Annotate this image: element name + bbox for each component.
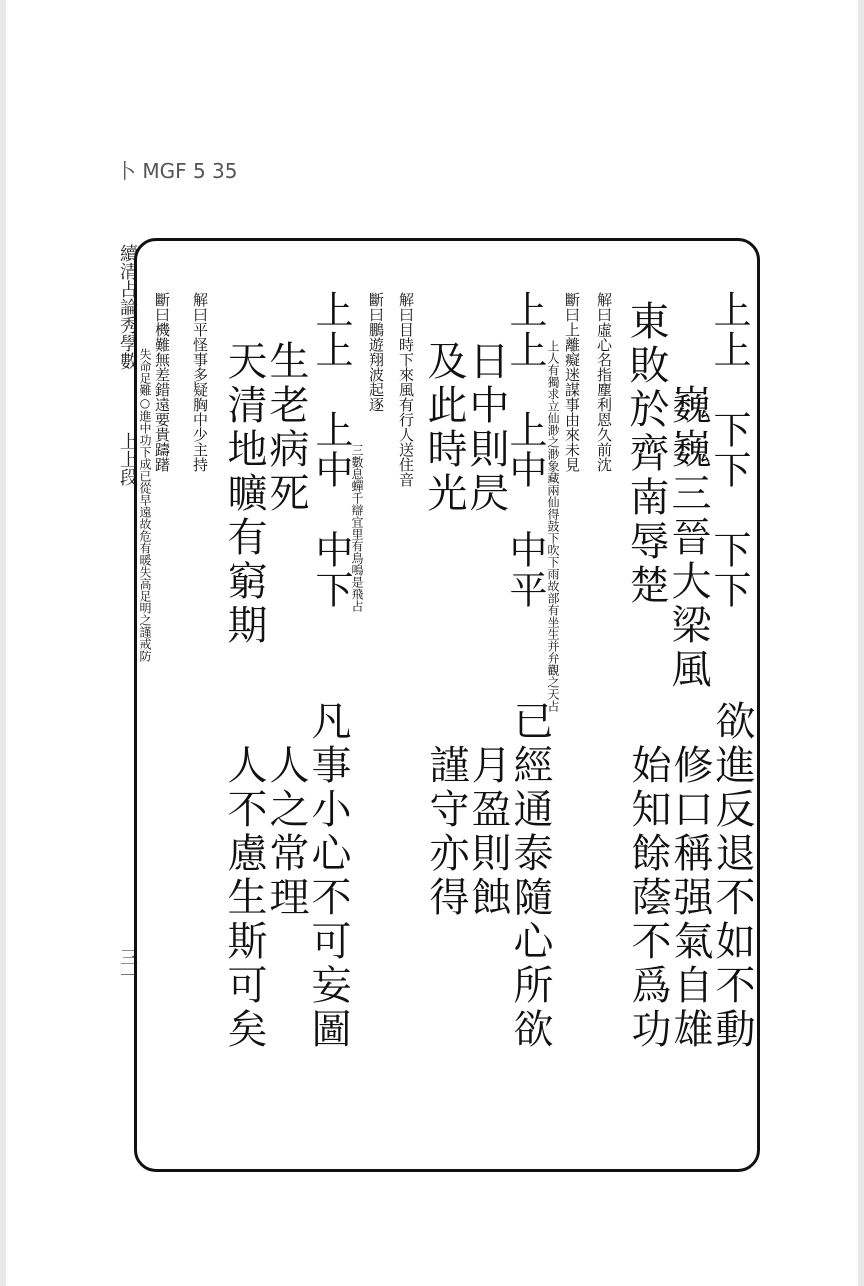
section-label: 上上段 xyxy=(117,432,138,486)
document-page xyxy=(6,0,858,1286)
verse-line-4: 及此時光 xyxy=(421,340,467,516)
hexagram-heading-3: 上上 上中 中下 xyxy=(309,290,353,610)
judgment-2: 斷曰鵬遊翔波起逐 xyxy=(367,292,385,412)
oracle-line-5: 月盈則蝕 xyxy=(465,744,511,920)
verse-line-6: 天清地曠有窮期 xyxy=(221,340,267,648)
oracle-line-9: 人不慮生斯可矣 xyxy=(221,744,267,1052)
judgment-3: 斷曰機難無差錯遠要貴躊躇 xyxy=(153,292,171,472)
verse-line-1: 巍巍三晉大梁風 xyxy=(665,384,711,692)
oracle-line-7: 凡事小心不可妄圖 xyxy=(305,700,351,1052)
explanation-3: 解曰平怪事多疑胸中少主持 xyxy=(191,292,209,472)
judgment-1-note: 上人有獨求立仙渺之渺象藏兩仙得鼓下吹下雨故部有坐生并弁觀之天占 xyxy=(546,340,560,712)
book-title: 續清占論秀學數 xyxy=(117,244,138,370)
verse-line-5: 生老病死 xyxy=(263,340,309,516)
oracle-line-4: 已經通泰隨心所欲 xyxy=(507,700,553,1052)
page-number: 三一 xyxy=(117,948,138,984)
verse-line-2: 東敗於齊南辱楚 xyxy=(623,300,669,608)
verse-line-3: 日中則昃 xyxy=(463,340,509,516)
handwritten-note: 卜 MGF 5 35 xyxy=(116,159,238,183)
oracle-line-3: 始知餘蔭不爲功 xyxy=(625,744,671,1052)
oracle-line-1: 欲進反退不如不動 xyxy=(709,700,755,1052)
hexagram-heading-1: 上上 下下 下下 xyxy=(707,290,751,610)
oracle-line-8: 人之常理 xyxy=(263,744,309,920)
oracle-line-2: 修口稱强氣自雄 xyxy=(667,744,713,1052)
judgment-3-note: 失命足難○進中功下成已從早遠故危有暖失高足明之謹戒防 xyxy=(138,348,152,662)
explanation-1: 解曰虛心名指塵利恩久前沈 xyxy=(595,292,613,472)
explanation-2: 解曰目時下來風有行人送住音 xyxy=(397,292,415,487)
judgment-1: 斷曰上離癡迷謀事由來未見 xyxy=(563,292,581,472)
judgment-2-note: 三數息蟬千辯宜里有鳥鳴是飛占 xyxy=(350,444,364,612)
hexagram-heading-2: 上上 上中 中平 xyxy=(503,290,547,610)
oracle-line-6: 謹守亦得 xyxy=(423,744,469,920)
